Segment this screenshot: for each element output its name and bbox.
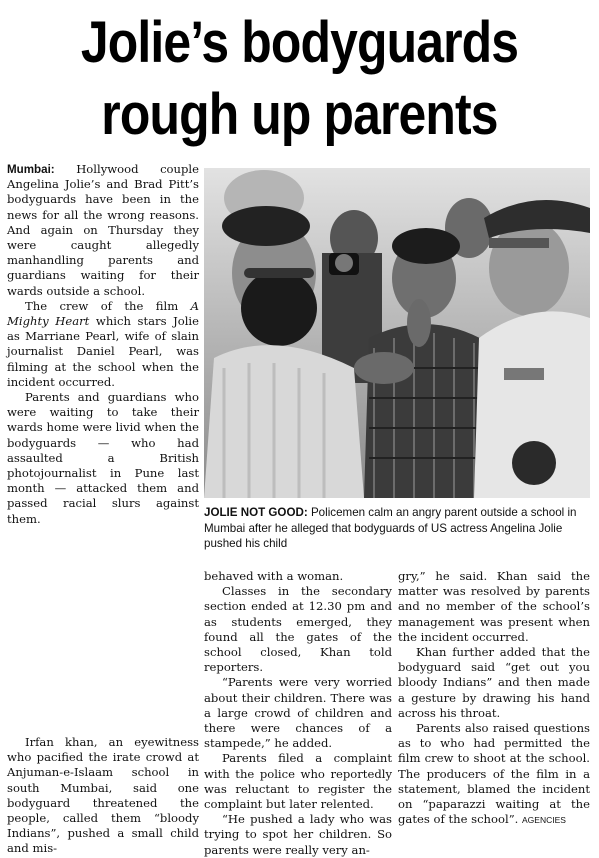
article-text: which stars Jolie as Marriane Pearl, wife of slain journalist Daniel Pearl, was filming at the school when the incident occurred. — [7, 314, 199, 389]
article-column-1-top — [7, 162, 199, 527]
article-paragraph: “He pushed a lady who was trying to spot her children. So parents were really very an- — [204, 812, 392, 857]
headline-line-1: Jolie’s bodyguards — [80, 10, 519, 75]
article-column-3 — [398, 569, 590, 828]
article-column-1-bottom — [7, 735, 199, 857]
photo-caption — [204, 505, 590, 552]
article-paragraph — [7, 299, 199, 390]
headline-line-2: rough up parents — [101, 82, 498, 147]
article-paragraph: gry,” he said. Khan said the matter was resolved by parents and no member of the school’s management was present when the incident occurred. — [398, 569, 590, 644]
news-photo — [204, 168, 590, 498]
article-text: Hollywood couple Angelina Jolie’s and Brad Pitt’s bodyguards have been in the news for all the wrong reasons. And again on Thursday they were caught allegedly manhandling parents and guardians waiting for their wards outside a school. — [7, 162, 199, 298]
film-title: A Mighty Heart — [7, 298, 199, 329]
news-photo-image — [204, 168, 590, 498]
article-paragraph: Irfan khan, an eyewitness who pacified the irate crowd at Anjuman-e-Islaam school in south Mumbai, said one bodyguard threatened the people, called them “bloody Indians”, pushed a small child and mis- — [7, 735, 199, 856]
caption-text: Policemen calm an angry parent outside a school in Mumbai after he alleged that bodyguards of US actress Angelina Jolie pushed his child — [204, 506, 577, 550]
article-text: Parents also raised questions as to who had permitted the film crew to shoot at the school. The producers of the film in a statement, blamed the incident on “paparazzi waiting at the gates of the school”. — [398, 721, 590, 827]
article-paragraph: Parents filed a complaint with the police who reportedly was reluctant to register the complaint but later relented. — [204, 751, 392, 812]
article-paragraph — [7, 162, 199, 299]
article-paragraph: behaved with a woman. — [204, 569, 344, 583]
article-paragraph: “Parents were very worried about their children. There was a large crowd of children and there were chances of a stampede,” he added. — [204, 675, 392, 751]
article-paragraph: Classes in the secondary section ended at 12.30 pm and as students emerged, they found all the gates of the school closed, Khan told reporters. — [204, 584, 392, 675]
article-text: The crew of the film — [25, 298, 179, 313]
agency-credit: AGENCIES — [522, 815, 566, 826]
article-column-2 — [204, 569, 392, 858]
dateline: Mumbai: — [7, 163, 55, 176]
article-paragraph: Parents and guardians who were waiting to take their wards home were livid when the bodyguards — who had assaulted a British photojournalist in Pune last month — attacked them and passed racial slurs against them. — [7, 390, 199, 526]
caption-label: JOLIE NOT GOOD: — [204, 506, 308, 519]
article-paragraph — [398, 721, 590, 828]
article-paragraph: Khan further added that the bodyguard said “get out you bloody Indians” and then made a gesture by drawing his hand across his throat. — [398, 645, 590, 720]
